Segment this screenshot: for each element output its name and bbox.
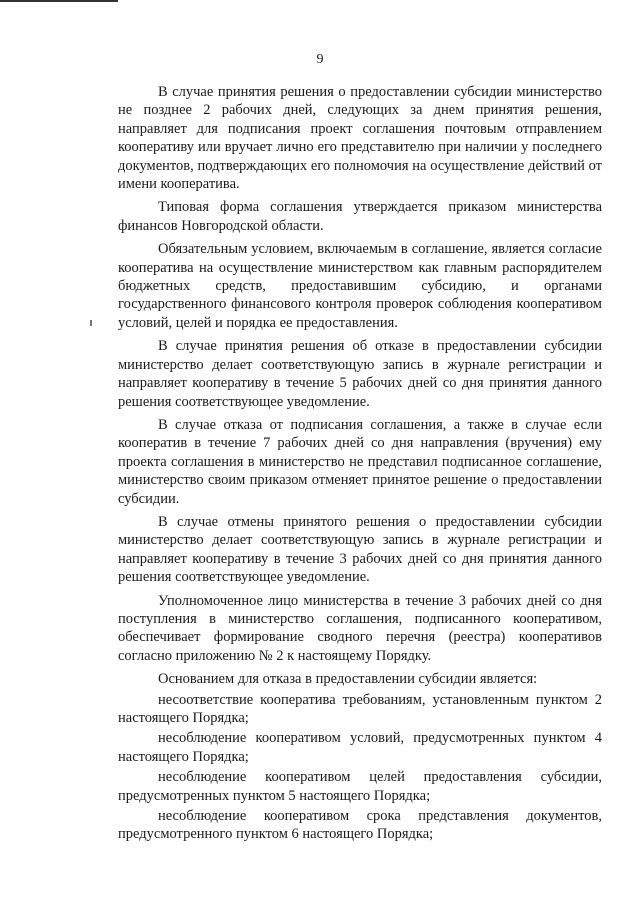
list-item-ground-3: несоблюдение кооперативом целей предоставления субсидии, предусмотренных пунктом 5 настоящего Порядка; xyxy=(118,769,602,804)
paragraph-refusal-to-sign: В случае отказа от подписания соглашения, а также в случае если кооператив в течение 7 рабочих дней со дня направления (вручения) ему проекта соглашения в министерство не представил подписанное соглашение, министерство своим приказом отменяет принятое решение о предоставлении субсидии. xyxy=(118,416,602,507)
list-item-ground-1: несоответствие кооператива требованиям, установленным пунктом 2 настоящего Порядка; xyxy=(118,691,602,726)
page-number: 9 xyxy=(316,52,324,67)
paragraph-agreement-form: Типовая форма соглашения утверждается приказом министерства финансов Новгородской области. xyxy=(118,199,602,234)
paragraph-subsidy-decision: В случае принятия решения о предоставлении субсидии министерство не позднее 2 рабочих дней, следующих за днем принятия решения, направляет для подписания проект соглашения почтовым отправлением кооперативу или вручает лично его представителю при наличии у последнего документов, подтверждающих его полномочия на осуществление действий от имени кооператива. xyxy=(118,84,602,193)
paragraph-refusal-grounds: Основанием для отказа в предоставлении субсидии является: xyxy=(158,671,538,688)
top-rule xyxy=(0,0,118,2)
paragraph-registry: Уполномоченное лицо министерства в течение 3 рабочих дней со дня поступления в министерство соглашения, подписанного кооперативом, обеспечивает формирование сводного перечня (реестра) кооперативов согласно приложению № 2 к настоящему Порядку. xyxy=(118,592,602,664)
document-body xyxy=(118,83,602,846)
paragraph-refusal-decision: В случае принятия решения об отказе в предоставлении субсидии министерство делает соответствующую запись в журнале регистрации и направляет кооперативу в течение 5 рабочих дней со дня принятия данного решения соответствующее уведомление. xyxy=(118,338,602,410)
list-item-ground-4: несоблюдение кооперативом срока представления документов, предусмотренного пунктом 6 настоящего Порядка; xyxy=(118,808,602,843)
list-item-ground-2: несоблюдение кооперативом условий, предусмотренных пунктом 4 настоящего Порядка; xyxy=(118,730,602,765)
margin-mark xyxy=(90,320,92,326)
paragraph-cancellation: В случае отмены принятого решения о предоставлении субсидии министерство делает соответствующую запись в журнале регистрации и направляет кооперативу в течение 3 рабочих дней со дня принятия данного решения соответствующее уведомление. xyxy=(118,513,602,586)
paragraph-mandatory-condition: Обязательным условием, включаемым в соглашение, является согласие кооператива на осуществление министерством как главным распорядителем бюджетных средств, предоставившим субсидию, и органами государственного финансового контроля проверок соблюдения кооперативом условий, целей и порядка ее предоставления. xyxy=(118,241,602,331)
